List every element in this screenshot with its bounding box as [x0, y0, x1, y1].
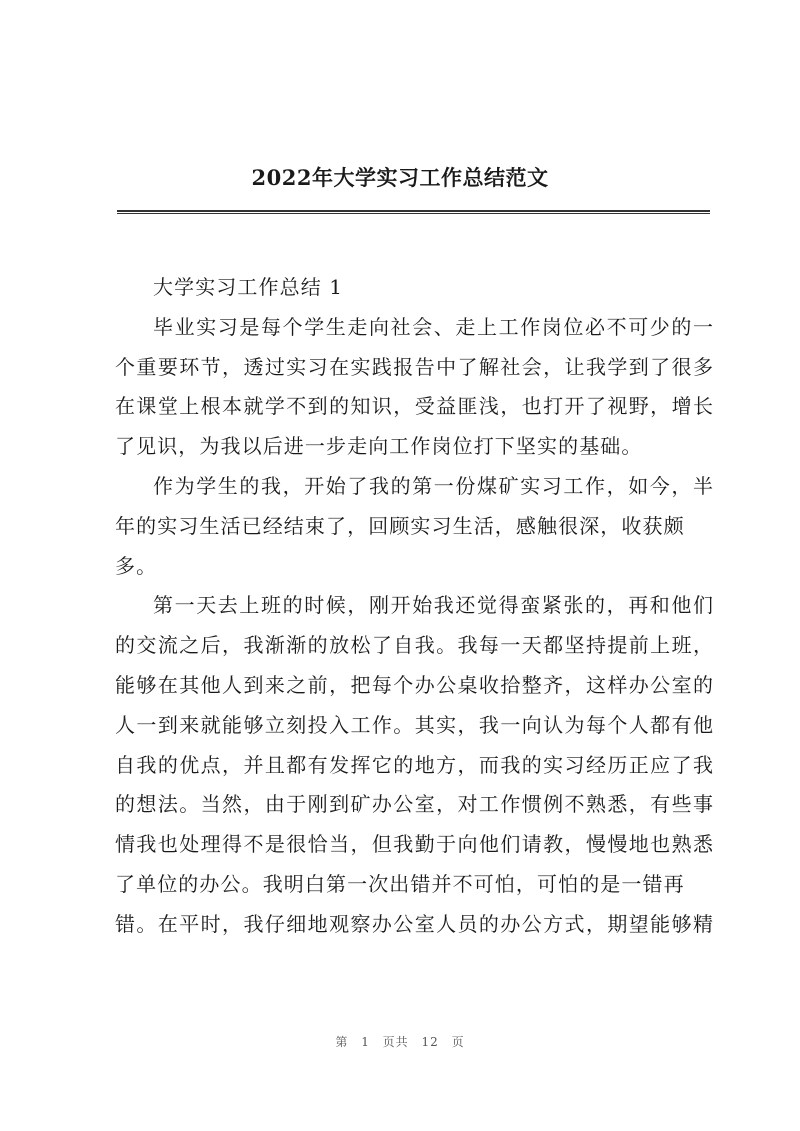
text-line: 错。在平时，我仔细地观察办公室人员的办公方式，期望能够精: [115, 911, 713, 936]
section-heading: 大学实习工作总结 1: [153, 275, 344, 299]
text-line: 的想法。当然，由于刚到矿办公室，对工作惯例不熟悉，有些事: [115, 792, 713, 817]
text-line: 年的实习生活已经结束了，回顾实习生活，感触很深，收获颇: [115, 513, 685, 538]
text-line: 毕业实习是每个学生走向社会、走上工作岗位必不可少的一: [153, 314, 713, 339]
text-line: 人一到来就能够立刻投入工作。其实，我一向认为每个人都有他: [115, 712, 713, 737]
footer-prefix: 第: [335, 1035, 349, 1049]
document-body: [115, 268, 713, 945]
text-line: 多。: [115, 553, 158, 578]
text-line: 自我的优点，并且都有发挥它的地方，而我的实习经历正应了我: [115, 752, 713, 777]
document-title: 2022年大学实习工作总结范文: [251, 165, 549, 190]
text-line: 的交流之后，我渐渐的放松了自我。我每一天都坚持提前上班，: [115, 633, 713, 658]
text-line: 在课堂上根本就学不到的知识，受益匪浅，也打开了视野，增长: [115, 394, 713, 419]
text-line: 了单位的办公。我明白第一次出错并不可怕，可怕的是一错再: [115, 871, 685, 896]
text-line: 了见识，为我以后进一步走向工作岗位打下坚实的基础。: [115, 434, 643, 459]
text-line: 作为学生的我，开始了我的第一份煤矿实习工作，如今，半: [153, 473, 713, 498]
footer-page-total: 12: [421, 1035, 439, 1049]
footer-suffix: 页: [451, 1035, 465, 1049]
text-line: 情我也处理得不是很恰当，但我勤于向他们请教，慢慢地也熟悉: [115, 832, 713, 857]
text-line: 能够在其他人到来之前，把每个办公桌收拾整齐，这样办公室的: [115, 672, 713, 697]
footer-page-number: 1: [361, 1035, 370, 1049]
text-line: 个重要环节，透过实习在实践报告中了解社会，让我学到了很多: [115, 354, 713, 379]
page-footer: [0, 1033, 800, 1050]
footer-mid: 页共: [382, 1035, 409, 1049]
title-divider: [117, 210, 710, 214]
text-line: 第一天去上班的时候，刚开始我还觉得蛮紧张的，再和他们: [153, 593, 713, 618]
